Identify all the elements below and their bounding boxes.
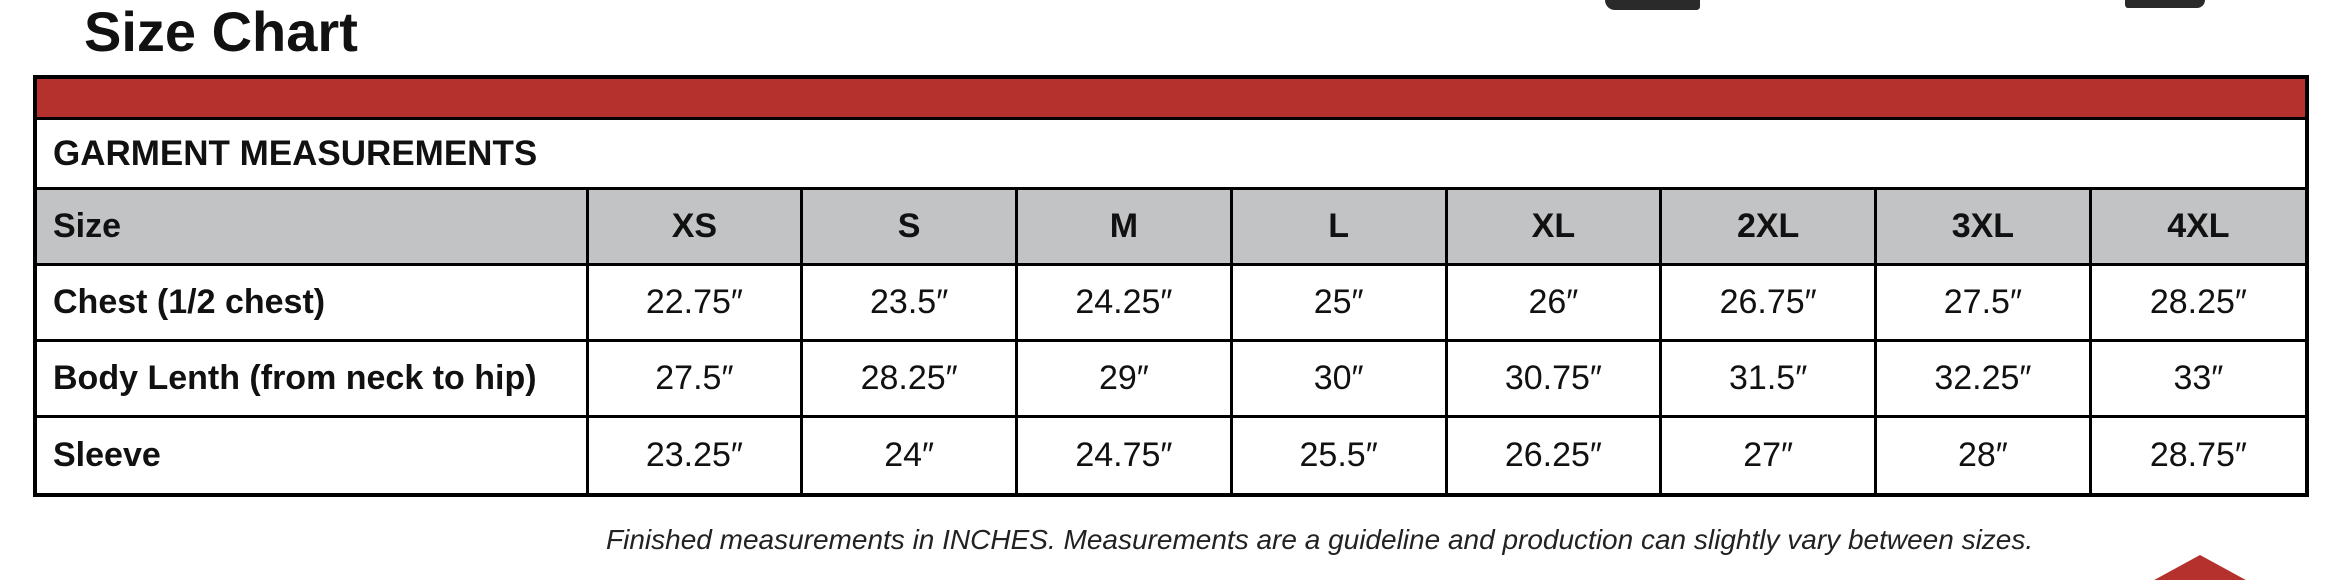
table-cell: 26.25″	[1446, 417, 1661, 493]
table-cell: 31.5″	[1661, 341, 1876, 417]
table-cell: 24″	[802, 417, 1017, 493]
table-cell: 24.75″	[1017, 417, 1232, 493]
header-size-3xl: 3XL	[1876, 189, 2091, 265]
table-header-row	[37, 189, 2305, 265]
header-size-xs: XS	[587, 189, 802, 265]
decorative-triangle	[2145, 555, 2255, 580]
table-row-chest	[37, 265, 2305, 341]
table-cell: 25″	[1231, 265, 1446, 341]
header-size-l: L	[1231, 189, 1446, 265]
table-cell: 28.75″	[2090, 417, 2305, 493]
measurements-table	[37, 187, 2305, 493]
table-cell: 22.75″	[587, 265, 802, 341]
header-size-2xl: 2XL	[1661, 189, 1876, 265]
table-cell: 32.25″	[1876, 341, 2091, 417]
row-label: Sleeve	[37, 417, 587, 493]
table-cell: 24.25″	[1017, 265, 1232, 341]
table-cell: 26.75″	[1661, 265, 1876, 341]
table-cell: 27″	[1661, 417, 1876, 493]
garment-illustration-fragment-right	[2125, 0, 2205, 8]
section-title: GARMENT MEASUREMENTS	[37, 117, 2305, 187]
table-cell: 33″	[2090, 341, 2305, 417]
table-cell: 28″	[1876, 417, 2091, 493]
accent-band	[37, 79, 2305, 117]
garment-illustration-fragment	[1605, 0, 1700, 10]
size-chart-table-container	[33, 75, 2309, 497]
table-cell: 26″	[1446, 265, 1661, 341]
table-cell: 29″	[1017, 341, 1232, 417]
table-cell: 30.75″	[1446, 341, 1661, 417]
table-cell: 27.5″	[1876, 265, 2091, 341]
header-size-s: S	[802, 189, 1017, 265]
header-size-4xl: 4XL	[2090, 189, 2305, 265]
table-row-body-length	[37, 341, 2305, 417]
row-label: Chest (1/2 chest)	[37, 265, 587, 341]
table-cell: 27.5″	[587, 341, 802, 417]
row-label: Body Lenth (from neck to hip)	[37, 341, 587, 417]
table-row-sleeve	[37, 417, 2305, 493]
table-cell: 25.5″	[1231, 417, 1446, 493]
footnote: Finished measurements in INCHES. Measurements are a guideline and production can slightly vary between sizes.	[606, 524, 2034, 555]
header-size-xl: XL	[1446, 189, 1661, 265]
table-cell: 30″	[1231, 341, 1446, 417]
header-size-m: M	[1017, 189, 1232, 265]
table-cell: 23.25″	[587, 417, 802, 493]
table-cell: 23.5″	[802, 265, 1017, 341]
header-size-label: Size	[37, 189, 587, 265]
table-cell: 28.25″	[2090, 265, 2305, 341]
table-cell: 28.25″	[802, 341, 1017, 417]
page-title: Size Chart	[84, 0, 358, 63]
